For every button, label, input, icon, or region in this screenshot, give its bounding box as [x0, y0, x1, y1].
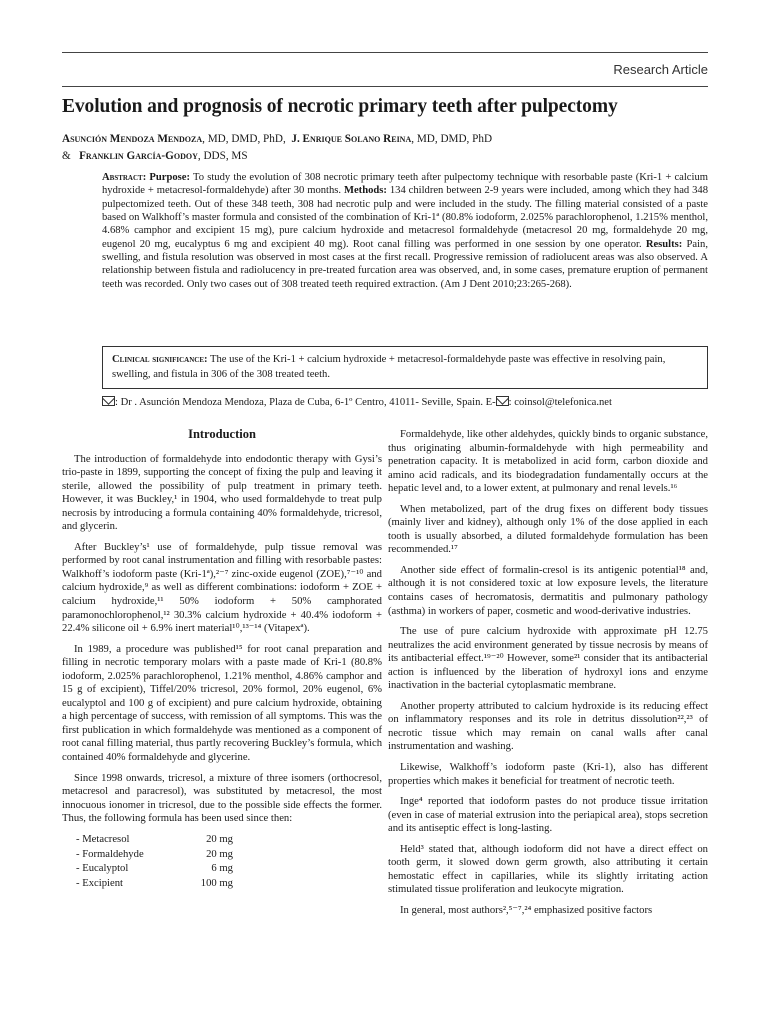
- paragraph: After Buckley’s¹ use of formaldehyde, pulp tissue removal was performed by root canal instrumentation and filling with resorbable pastes: Walkhoff’s iodoform paste (Kri-1ª),²⁻⁷ zinc-oxide eugenol (ZOE),⁷⁻¹⁰ and calcium hydroxide,⁹ as well as different combinations: iodoform + ZOE + calcium hydroxide,¹¹ 50% iodoform + 50% camphorated paramonochlorophenol,¹² 30.3% calcium hydroxide + 40.4% iodoform + 22.4% silicone oil + 6.9% inert material¹⁰,¹³⁻¹⁴ (Vitapexª).: [62, 541, 382, 635]
- paragraph: Since 1998 onwards, tricresol, a mixture of three isomers (orthocresol, metacresol and paracresol), was substituted by metacresol, the most innocuous ionomer in tricresol, due to the possible side effects the former. Thus, the following formula has been used since then:: [62, 772, 382, 825]
- formula-value: 6 mg: [211, 863, 233, 875]
- ampersand: &: [62, 150, 71, 162]
- formula-value: 20 mg: [206, 833, 233, 845]
- abstract-lead: Abstract:: [102, 172, 147, 183]
- paragraph: In general, most authors²,⁵⁻⁷,²⁴ emphasized positive factors: [400, 904, 653, 916]
- paragraph: In 1989, a procedure was published¹⁵ for root canal preparation and filling in necrotic temporary molars with a paste made of Kri-1 (80.8% iodoform, 2.025% parachlorophenol, 1.21% menthol, 4.86% camphor and 15 g of excipient), Tiffel/20% tricresol, 20% formol, 20% eugenol, 6% eucalyptol and 100 g of excipient) and pure calcium hydroxide, obtaining a high percentage of success, with remission of all symptoms. This was the first publication in which formaldehyde was mentioned as a component of root canal filling material, thus partly recovering Buckley’s formula, which contained 40% formaldehyde and glycerine.: [62, 643, 383, 764]
- formula-row: [62, 833, 382, 848]
- formula-list: [62, 833, 382, 892]
- paragraph: Inge⁴ reported that iodoform pastes do not produce tissue irritation (even in case of material extrusion into the periapical area), stops secretion and its antiseptic effect is long-lasting.: [388, 796, 708, 835]
- clinical-lead: Clinical significance:: [112, 354, 208, 365]
- formula-row: [62, 862, 382, 877]
- clinical-text: The use of the Kri-1 + calcium hydroxide + metacresol-formaldehyde paste was effective in resolving pain, swelling, and fistula in 306 of the 308 treated teeth.: [112, 354, 666, 380]
- author-name: Franklin García-Godoy: [79, 150, 198, 162]
- author-name: J. Enrique Solano Reina: [291, 133, 412, 145]
- paragraph: The use of pure calcium hydroxide with approximate pH 12.75 neutralizes the acid environment generated by tissue necrosis by means of its antibacterial effect.¹⁹⁻²⁰ However, some²¹ consider that its antibacterial action is influenced by the liberation of hydroxyl ions and enzyme inactivation in the bacterial cytoplasmatic membrane.: [388, 626, 708, 692]
- citation: (Am J Dent 2010;23:265-268).: [440, 278, 572, 290]
- paragraph: Likewise, Walkhoff’s iodoform paste (Kri-1), also has different properties which makes it beneficial for treatment of necrotic teeth.: [388, 762, 708, 787]
- clinical-significance-box: [102, 346, 708, 389]
- left-column: [62, 428, 382, 892]
- paragraph: The introduction of formaldehyde into endodontic therapy with Gysi’s trio-paste in 1899, supporting the concept of fixing the pulp and leaving it sterile, allowed the possibility of pulp treatment in primary teeth. However, it was Buckley,¹ in 1904, who used formaldehyde to treat pulp necrosis by introducing a formula containing 40% formaldehyde, tricresol, and glycerin.: [62, 453, 382, 533]
- paragraph: Formaldehyde, like other aldehydes, quickly binds to organic substance, thus originating albumin-formaldehyde with high permeability and penetration capacity. It is metabolized in acid form, carbon dioxide and amino acid radicals, and its biodegradation fundamentally occurs at the hepatic level and, to a lower extent, at pulmonary and renal levels.¹⁶: [388, 429, 708, 495]
- envelope-icon: [102, 396, 115, 406]
- results-text: Pain, swelling, and fistula resolution was observed in most cases at the first recall. Progressive remission of radiolucent areas was also observed. A relationship between fistula and radiolucency in pre-treated furcation area was observed, and, in some cases, premature eruption of permanent teeth was recorded. Only two cases out of 308 treated teeth required extraction.: [102, 238, 708, 290]
- contact-email[interactable]: : coinsol@telefonica.net: [508, 397, 612, 408]
- section-label: Research Article: [613, 62, 708, 77]
- author-degrees: , MD, DMD, PhD: [411, 133, 493, 145]
- author-line-1: [62, 131, 708, 148]
- formula-name: - Formaldehyde: [76, 848, 144, 860]
- formula-value: 20 mg: [206, 848, 233, 860]
- formula-name: - Metacresol: [76, 833, 130, 845]
- contact-line: [102, 396, 708, 408]
- methods-label: Methods:: [343, 185, 387, 197]
- purpose-text: To study the evolution of 308 necrotic primary teeth after pulpectomy technique with resorbable paste (Kri-1 + calcium hydroxide + metacresol-formaldehyde) after 30 months.: [102, 172, 708, 197]
- contact-address: : Dr . Asunción Mendoza Mendoza, Plaza de Cuba, 6-1º Centro, 41011- Seville, Spain. E-: [115, 397, 496, 408]
- paragraph: When metabolized, part of the drug fixes on different body tissues (mainly liver and kidney), although only 1% of the dose applied in each tooth is usually absorbed, a diluted formaldehyde formulation has been recommended.¹⁷: [388, 503, 708, 556]
- formula-row: [62, 848, 382, 863]
- author-list: [62, 131, 708, 165]
- paragraph: Another property attributed to calcium hydroxide is its reducing effect on inflammatory responses and its role in detritus dissolution²²,²³ of necrotic tissue which may remain on canal walls after canal instrumentation and washing.: [388, 700, 708, 753]
- paragraph: Held³ stated that, although iodoform did not have a direct effect on tooth germ, it slowed down germ growth, also attributing it certain hemostatic effect in capillaries, while its slightly irritating action stimulated tissue proliferation and leukocyte migration.: [388, 843, 708, 896]
- formula-value: 100 mg: [200, 878, 233, 890]
- section-heading: Introduction: [188, 427, 256, 441]
- right-column: [388, 428, 708, 925]
- formula-name: - Eucalyptol: [76, 863, 129, 875]
- envelope-icon: [496, 396, 509, 406]
- methods-text: 134 children between 2-9 years were included, among which they had 348 pulpectomized teeth. Out of these 348 teeth, 308 had necrotic pulp and were included in the study. The filling material consisted of a paste based on Walkhoff’s master formula and consisted of the combination of Kri-1ª (80.8% iodoform, 2.025% parachlorophenol, 1.215% menthol, 4.68% camphor and excipient 15 mg), pure calcium hydroxide and metacresol formaldehyde (metacresol 20 mg, formaldehyde 20 mg, eugenol 20 mg, eucalyptus 6 mg and excipient 40 mg). Root canal filling was performed in one session by one operator.: [102, 185, 708, 250]
- formula-name: - Excipient: [76, 878, 123, 890]
- author-name: Asunción Mendoza Mendoza: [62, 133, 203, 145]
- author-degrees: , MD, DMD, PhD,: [202, 133, 286, 145]
- top-rule: [62, 52, 708, 53]
- abstract: [102, 171, 708, 291]
- article-title: Evolution and prognosis of necrotic primary teeth after pulpectomy: [62, 96, 618, 117]
- paragraph: Another side effect of formalin-cresol is its antigenic potential¹⁸ and, although it is not considered toxic at low exposure levels, the literature contains cases of hecromatosis, dermatitis and pulmonary pathology (asthma) in workers of paper, cosmetic and wood-derivative industries.: [388, 564, 708, 617]
- header-rule: [62, 86, 708, 87]
- formula-row: [62, 877, 382, 892]
- results-label: Results:: [645, 238, 683, 250]
- author-degrees: , DDS, MS: [197, 150, 248, 162]
- author-line-2: [62, 148, 708, 165]
- purpose-label: Purpose:: [149, 172, 191, 183]
